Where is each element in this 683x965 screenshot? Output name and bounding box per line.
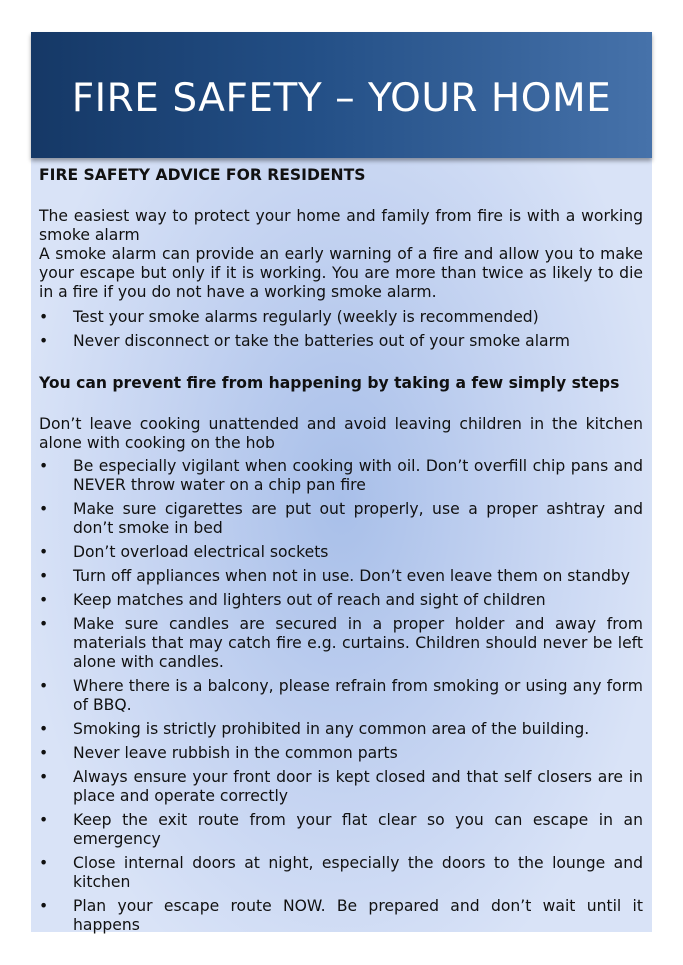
bullet-icon: • xyxy=(39,567,49,585)
section-heading-residents-advice: FIRE SAFETY ADVICE FOR RESIDENTS xyxy=(39,166,366,184)
list-item: • Make sure candles are secured in a proper holder and away from materials that may catch fire e.g. curtains. Children should never be left alone with candles. xyxy=(39,615,643,671)
paragraph-smoke-alarm-warning: A smoke alarm can provide an early warning of a fire and allow you to make your escape but only if it is working. You are more than twice as likely to die in a fire if you do not have a working smoke alarm. xyxy=(39,245,643,301)
bullet-icon: • xyxy=(39,897,49,915)
bullet-icon: • xyxy=(39,500,49,518)
list-item: • Be especially vigilant when cooking with oil. Don’t overfill chip pans and NEVER throw water on a chip pan fire xyxy=(39,457,643,494)
list-item: • Test your smoke alarms regularly (weekly is recommended) xyxy=(39,308,539,326)
document-page xyxy=(31,32,652,932)
bullet-icon: • xyxy=(39,543,49,561)
list-item: • Make sure cigarettes are put out properly, use a proper ashtray and don’t smoke in bed xyxy=(39,500,643,537)
bullet-icon: • xyxy=(39,457,49,475)
bullet-icon: • xyxy=(39,677,49,695)
list-item: • Always ensure your front door is kept closed and that self closers are in place and operate correctly xyxy=(39,768,643,805)
list-item: • Close internal doors at night, especially the doors to the lounge and kitchen xyxy=(39,854,643,891)
list-item: • Plan your escape route NOW. Be prepared and don’t wait until it happens xyxy=(39,897,643,934)
list-item: • Never leave rubbish in the common parts xyxy=(39,744,398,762)
list-item: • Keep matches and lighters out of reach and sight of children xyxy=(39,591,546,609)
list-item: • Smoking is strictly prohibited in any common area of the building. xyxy=(39,720,590,738)
paragraph-smoke-alarm-intro: The easiest way to protect your home and family from fire is with a working smoke alarm xyxy=(39,207,643,244)
section-heading-prevent-fire: You can prevent fire from happening by taking a few simply steps xyxy=(39,374,620,392)
bullet-icon: • xyxy=(39,811,49,829)
bullet-icon: • xyxy=(39,744,49,762)
page-title: FIRE SAFETY – YOUR HOME xyxy=(71,75,612,121)
list-item: • Turn off appliances when not in use. Don’t even leave them on standby xyxy=(39,567,631,585)
bullet-icon: • xyxy=(39,332,49,350)
title-banner xyxy=(31,32,652,158)
bullet-icon: • xyxy=(39,720,49,738)
bullet-icon: • xyxy=(39,854,49,872)
bullet-icon: • xyxy=(39,308,49,326)
content-body xyxy=(39,160,643,940)
list-item: • Keep the exit route from your flat clear so you can escape in an emergency xyxy=(39,811,643,848)
list-item: • Where there is a balcony, please refrain from smoking or using any form of BBQ. xyxy=(39,677,643,714)
bullet-icon: • xyxy=(39,768,49,786)
paragraph-cooking: Don’t leave cooking unattended and avoid leaving children in the kitchen alone with cooking on the hob xyxy=(39,415,643,452)
bullet-icon: • xyxy=(39,615,49,633)
list-item: • Never disconnect or take the batteries out of your smoke alarm xyxy=(39,332,570,350)
prevention-bullet-list xyxy=(39,457,643,935)
bullet-icon: • xyxy=(39,591,49,609)
smoke-alarm-bullet-list xyxy=(39,308,643,351)
list-item: • Don’t overload electrical sockets xyxy=(39,543,329,561)
